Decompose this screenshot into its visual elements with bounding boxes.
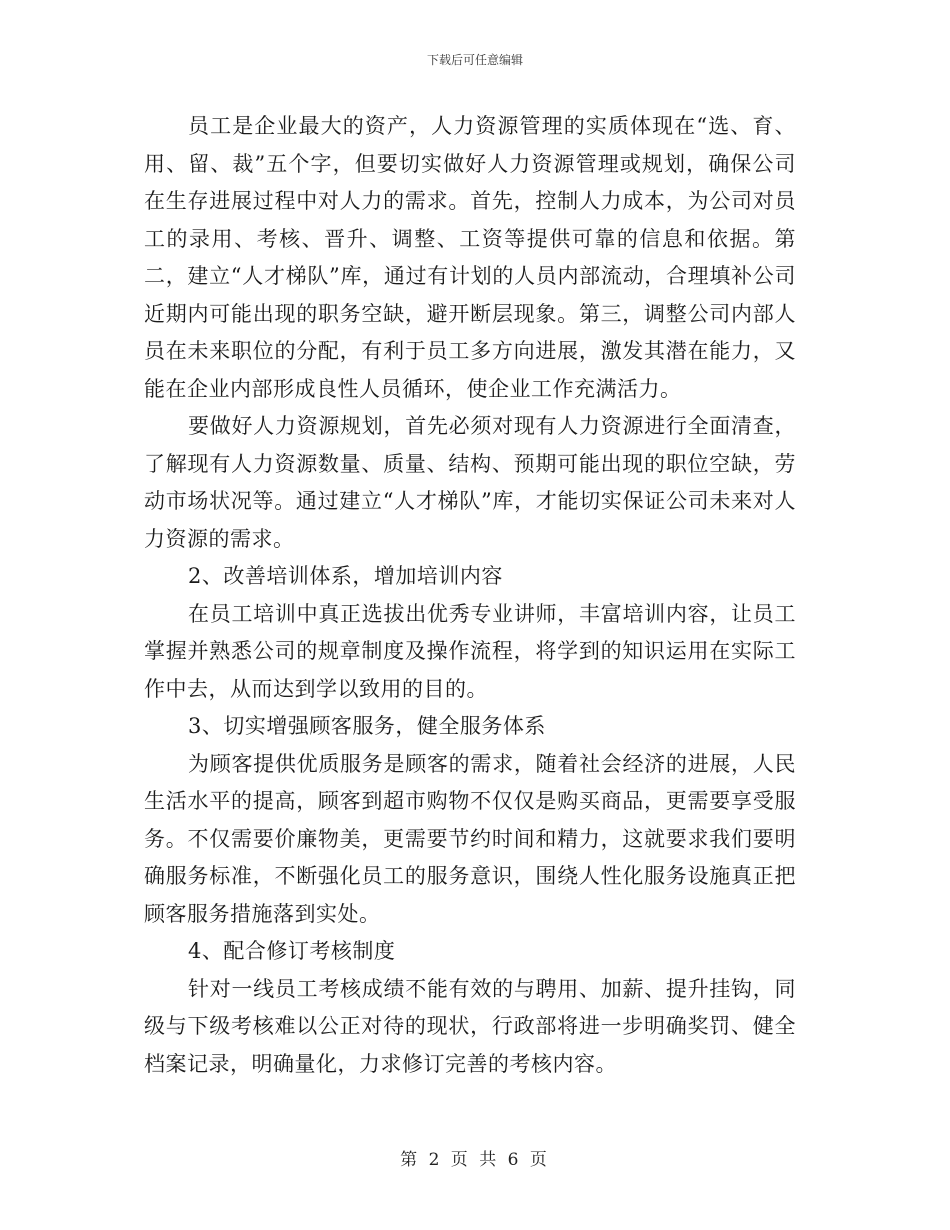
section-heading-training: 2、改善培训体系，增加培训内容	[188, 564, 503, 588]
section-heading-assessment: 4、配合修订考核制度	[188, 939, 396, 963]
paragraph-hr-overview: 员工是企业最大的资产，人力资源管理的实质体现在“选、育、用、留、裁”五个字，但要切实做好人力资源管理或规划，确保公司在生存进展过程中对人力的需求。首先，控制人力成本，为公司对员工的录用、考核、晋升、调整、工资等提供可靠的信息和依据。第二，建立“人才梯队”库，通过有计划的人员内部流动，合理填补公司近期内可能出现的职务空缺，避开断层现象。第三，调整公司内部人员在未来职位的分配，有利于员工多方向进展，激发其潜在能力，又能在企业内部形成良性人员循环，使企业工作充满活力。	[144, 114, 796, 401]
page-header: 下载后可任意编辑	[426, 53, 523, 67]
paragraph-assessment: 针对一线员工考核成绩不能有效的与聘用、加薪、提升挂钩，同级与下级考核难以公正对待的现状，行政部将进一步明确奖罚、健全档案记录，明确量化，力求修订完善的考核内容。	[144, 976, 796, 1076]
paragraph-training: 在员工培训中真正选拔出优秀专业讲师，丰富培训内容，让员工掌握并熟悉公司的规章制度及操作流程，将学到的知识运用在实际工作中去，从而达到学以致用的目的。	[144, 601, 796, 701]
paragraph-customer-service: 为顾客提供优质服务是顾客的需求，随着社会经济的进展，人民生活水平的提高，顾客到超市购物不仅仅是购买商品，更需要享受服务。不仅需要价廉物美，更需要节约时间和精力，这就要求我们要明确服务标准，不断强化员工的服务意识，围绕人性化服务设施真正把顾客服务措施落到实处。	[144, 751, 796, 926]
paragraph-hr-planning: 要做好人力资源规划，首先必须对现有人力资源进行全面清查，了解现有人力资源数量、质量、结构、预期可能出现的职位空缺，劳动市场状况等。通过建立“人才梯队”库，才能切实保证公司未来对人力资源的需求。	[144, 414, 796, 551]
section-heading-customer-service: 3、切实增强顾客服务，健全服务体系	[188, 714, 546, 738]
page-number: 第 2 页 共 6 页	[400, 1150, 550, 1170]
document-body	[144, 108, 796, 1083]
